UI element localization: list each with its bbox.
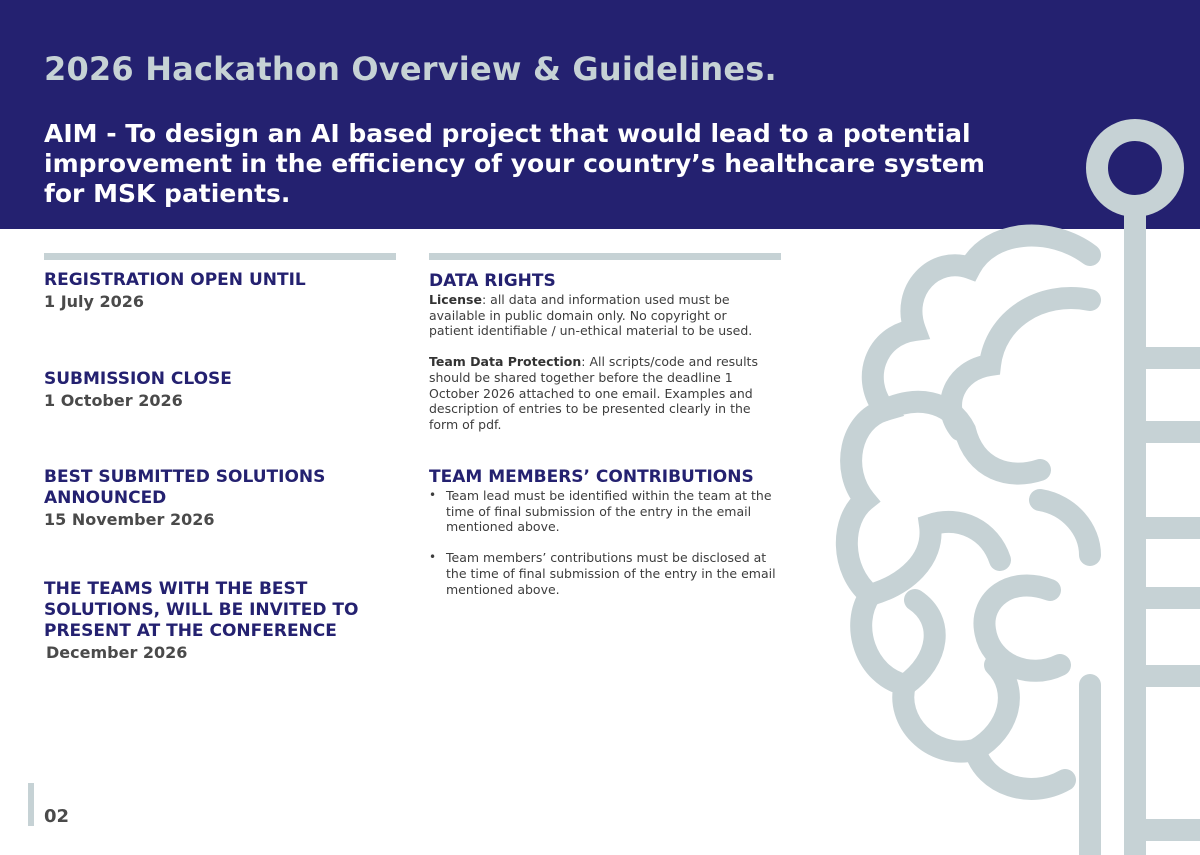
page-title: 2026 Hackathon Overview & Guidelines. xyxy=(44,50,777,88)
list-item-line: mentioned above. xyxy=(446,519,560,535)
list-item-line: time of final submission of the entry in the email xyxy=(446,503,752,519)
data-rights-section xyxy=(429,270,789,432)
aim-statement xyxy=(44,119,984,209)
timeline-item xyxy=(44,369,414,411)
list-item-line: the time of final submission of the entry in the email xyxy=(446,565,776,581)
paragraph-text: : All scripts/code and results xyxy=(581,354,758,370)
paragraph-line: available in public domain only. No copyright or xyxy=(429,307,727,323)
timeline-item-date: December 2026 xyxy=(46,643,188,662)
aim-line: for MSK patients. xyxy=(44,179,291,208)
paragraph-line: should be shared together before the deadline 1 xyxy=(429,369,733,385)
bullet-icon: • xyxy=(429,550,437,565)
contributions-section xyxy=(429,466,789,597)
protection-label: Team Data Protection xyxy=(429,354,582,370)
list-item-line: Team lead must be identified within the team at the xyxy=(446,488,772,503)
list-item xyxy=(429,550,789,597)
aim-line: AIM - To design an AI based project that would lead to a potential xyxy=(44,119,971,148)
timeline-item xyxy=(44,579,414,663)
section-divider xyxy=(429,253,781,260)
paragraph-line xyxy=(429,354,789,370)
timeline-item-date: 1 July 2026 xyxy=(44,292,145,311)
bullet-icon: • xyxy=(429,488,437,502)
timeline-item-date: 15 November 2026 xyxy=(44,510,215,529)
page-number: 02 xyxy=(44,806,70,827)
section-heading: TEAM MEMBERS’ CONTRIBUTIONS xyxy=(429,467,754,487)
license-paragraph xyxy=(429,292,789,339)
timeline-item-title: THE TEAMS WITH THE BEST xyxy=(44,579,308,599)
paragraph-line: description of entries to be presented clearly in the xyxy=(429,401,751,417)
timeline-item-date: 1 October 2026 xyxy=(44,391,183,410)
paragraph-text: : all data and information used must be xyxy=(481,292,730,307)
paragraph-line xyxy=(429,292,789,308)
header-banner xyxy=(0,0,1200,229)
timeline-item-title: REGISTRATION OPEN UNTIL xyxy=(44,270,306,290)
license-label: License xyxy=(429,292,482,307)
paragraph-line: patient identifiable / un-ethical material to be used. xyxy=(429,323,753,339)
list-item xyxy=(429,488,789,535)
timeline-item-title: PRESENT AT THE CONFERENCE xyxy=(44,621,337,641)
timeline-item-title: BEST SUBMITTED SOLUTIONS xyxy=(44,467,326,487)
section-divider xyxy=(44,253,396,260)
aim-line: improvement in the efficiency of your country’s healthcare system xyxy=(44,149,985,178)
page-marker xyxy=(28,783,34,826)
timeline-item-title: SOLUTIONS, WILL BE INVITED TO xyxy=(44,600,359,620)
list-item-line: mentioned above. xyxy=(446,581,560,597)
paragraph-line: October 2026 attached to one email. Examples and xyxy=(429,385,753,401)
protection-paragraph xyxy=(429,354,789,432)
timeline-item xyxy=(44,467,414,530)
timeline-item-title: ANNOUNCED xyxy=(44,488,167,508)
timeline-item-title: SUBMISSION CLOSE xyxy=(44,369,232,389)
list-item-line: Team members’ contributions must be disclosed at xyxy=(446,550,767,566)
section-heading: DATA RIGHTS xyxy=(429,271,556,291)
timeline-item xyxy=(44,270,414,312)
paragraph-line: form of pdf. xyxy=(429,416,502,432)
